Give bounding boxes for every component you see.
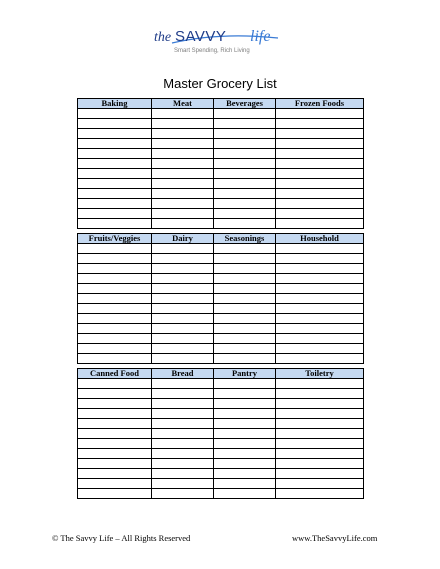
blank-entry-cell[interactable] bbox=[276, 199, 364, 209]
list-row bbox=[78, 284, 364, 294]
logo-tagline: Smart Spending, Rich Living bbox=[174, 48, 250, 54]
blank-entry-cell[interactable] bbox=[152, 399, 214, 409]
list-row bbox=[78, 219, 364, 229]
blank-entry-cell[interactable] bbox=[78, 139, 152, 149]
blank-entry-cell[interactable] bbox=[276, 109, 364, 119]
blank-entry-cell[interactable] bbox=[276, 344, 364, 354]
grocery-table-section-2 bbox=[77, 233, 364, 364]
blank-entry-cell[interactable] bbox=[276, 429, 364, 439]
blank-entry-cell[interactable] bbox=[78, 189, 152, 199]
blank-entry-cell[interactable] bbox=[152, 449, 214, 459]
blank-entry-cell[interactable] bbox=[276, 459, 364, 469]
blank-entry-cell[interactable] bbox=[152, 429, 214, 439]
category-header: Household bbox=[276, 234, 364, 244]
blank-entry-cell[interactable] bbox=[78, 389, 152, 399]
blank-entry-cell[interactable] bbox=[276, 189, 364, 199]
blank-entry-cell[interactable] bbox=[276, 284, 364, 294]
list-row bbox=[78, 409, 364, 419]
blank-entry-cell[interactable] bbox=[78, 479, 152, 489]
list-row bbox=[78, 489, 364, 499]
blank-entry-cell[interactable] bbox=[152, 149, 214, 159]
blank-entry-cell[interactable] bbox=[78, 219, 152, 229]
list-row bbox=[78, 399, 364, 409]
blank-entry-cell[interactable] bbox=[78, 399, 152, 409]
blank-entry-cell[interactable] bbox=[152, 274, 214, 284]
blank-entry-cell[interactable] bbox=[214, 324, 276, 334]
blank-entry-cell[interactable] bbox=[276, 139, 364, 149]
list-row bbox=[78, 209, 364, 219]
blank-entry-cell[interactable] bbox=[276, 169, 364, 179]
blank-entry-cell[interactable] bbox=[214, 149, 276, 159]
blank-entry-cell[interactable] bbox=[214, 344, 276, 354]
blank-entry-cell[interactable] bbox=[78, 129, 152, 139]
blank-entry-cell[interactable] bbox=[78, 109, 152, 119]
blank-entry-cell[interactable] bbox=[214, 119, 276, 129]
list-row bbox=[78, 254, 364, 264]
blank-entry-cell[interactable] bbox=[152, 119, 214, 129]
list-row bbox=[78, 304, 364, 314]
blank-entry-cell[interactable] bbox=[276, 354, 364, 364]
blank-entry-cell[interactable] bbox=[214, 399, 276, 409]
blank-entry-cell[interactable] bbox=[152, 159, 214, 169]
blank-entry-cell[interactable] bbox=[214, 479, 276, 489]
blank-entry-cell[interactable] bbox=[152, 354, 214, 364]
blank-entry-cell[interactable] bbox=[152, 409, 214, 419]
blank-entry-cell[interactable] bbox=[152, 209, 214, 219]
blank-entry-cell[interactable] bbox=[78, 179, 152, 189]
blank-entry-cell[interactable] bbox=[214, 449, 276, 459]
blank-entry-cell[interactable] bbox=[78, 419, 152, 429]
category-header: Fruits/Veggies bbox=[78, 234, 152, 244]
blank-entry-cell[interactable] bbox=[276, 334, 364, 344]
blank-entry-cell[interactable] bbox=[78, 449, 152, 459]
blank-entry-cell[interactable] bbox=[78, 469, 152, 479]
blank-entry-cell[interactable] bbox=[78, 294, 152, 304]
blank-entry-cell[interactable] bbox=[152, 139, 214, 149]
list-row bbox=[78, 294, 364, 304]
blank-entry-cell[interactable] bbox=[78, 489, 152, 499]
blank-entry-cell[interactable] bbox=[214, 294, 276, 304]
list-row bbox=[78, 199, 364, 209]
list-row bbox=[78, 479, 364, 489]
list-row bbox=[78, 179, 364, 189]
blank-entry-cell[interactable] bbox=[276, 419, 364, 429]
blank-entry-cell[interactable] bbox=[78, 459, 152, 469]
section-header-row bbox=[78, 234, 364, 244]
list-row bbox=[78, 129, 364, 139]
blank-entry-cell[interactable] bbox=[276, 304, 364, 314]
blank-entry-cell[interactable] bbox=[214, 209, 276, 219]
blank-entry-cell[interactable] bbox=[214, 409, 276, 419]
blank-entry-cell[interactable] bbox=[152, 129, 214, 139]
blank-entry-cell[interactable] bbox=[152, 264, 214, 274]
blank-entry-cell[interactable] bbox=[214, 389, 276, 399]
category-header: Canned Food bbox=[78, 369, 152, 379]
list-row bbox=[78, 264, 364, 274]
category-header: Baking bbox=[78, 99, 152, 109]
list-row bbox=[78, 354, 364, 364]
blank-entry-cell[interactable] bbox=[214, 159, 276, 169]
blank-entry-cell[interactable] bbox=[276, 219, 364, 229]
blank-entry-cell[interactable] bbox=[276, 209, 364, 219]
blank-entry-cell[interactable] bbox=[78, 314, 152, 324]
blank-entry-cell[interactable] bbox=[152, 419, 214, 429]
logo-main: SAVVY bbox=[175, 28, 227, 45]
blank-entry-cell[interactable] bbox=[152, 334, 214, 344]
list-row bbox=[78, 159, 364, 169]
blank-entry-cell[interactable] bbox=[214, 274, 276, 284]
blank-entry-cell[interactable] bbox=[214, 179, 276, 189]
blank-entry-cell[interactable] bbox=[152, 219, 214, 229]
list-row bbox=[78, 324, 364, 334]
blank-entry-cell[interactable] bbox=[78, 334, 152, 344]
category-header: Seasonings bbox=[214, 234, 276, 244]
list-row bbox=[78, 439, 364, 449]
blank-entry-cell[interactable] bbox=[276, 489, 364, 499]
blank-entry-cell[interactable] bbox=[78, 344, 152, 354]
list-row bbox=[78, 429, 364, 439]
blank-entry-cell[interactable] bbox=[214, 419, 276, 429]
blank-entry-cell[interactable] bbox=[78, 244, 152, 254]
blank-entry-cell[interactable] bbox=[152, 344, 214, 354]
blank-entry-cell[interactable] bbox=[78, 159, 152, 169]
blank-entry-cell[interactable] bbox=[78, 274, 152, 284]
blank-entry-cell[interactable] bbox=[78, 379, 152, 389]
blank-entry-cell[interactable] bbox=[214, 354, 276, 364]
blank-entry-cell[interactable] bbox=[152, 379, 214, 389]
blank-entry-cell[interactable] bbox=[276, 439, 364, 449]
blank-entry-cell[interactable] bbox=[214, 334, 276, 344]
logo bbox=[150, 20, 290, 60]
list-row bbox=[78, 449, 364, 459]
blank-entry-cell[interactable] bbox=[152, 244, 214, 254]
list-row bbox=[78, 149, 364, 159]
blank-entry-cell[interactable] bbox=[78, 209, 152, 219]
blank-entry-cell[interactable] bbox=[276, 274, 364, 284]
list-row bbox=[78, 274, 364, 284]
list-row bbox=[78, 459, 364, 469]
blank-entry-cell[interactable] bbox=[152, 254, 214, 264]
blank-entry-cell[interactable] bbox=[276, 409, 364, 419]
list-row bbox=[78, 119, 364, 129]
blank-entry-cell[interactable] bbox=[214, 284, 276, 294]
blank-entry-cell[interactable] bbox=[78, 169, 152, 179]
footer-copyright: © The Savvy Life – All Rights Reserved bbox=[52, 533, 191, 543]
list-row bbox=[78, 169, 364, 179]
blank-entry-cell[interactable] bbox=[214, 469, 276, 479]
blank-entry-cell[interactable] bbox=[214, 439, 276, 449]
blank-entry-cell[interactable] bbox=[276, 179, 364, 189]
blank-entry-cell[interactable] bbox=[214, 254, 276, 264]
section-header-row bbox=[78, 99, 364, 109]
grocery-table-section-1 bbox=[77, 98, 364, 229]
blank-entry-cell[interactable] bbox=[152, 109, 214, 119]
blank-entry-cell[interactable] bbox=[78, 254, 152, 264]
category-header: Toiletry bbox=[276, 369, 364, 379]
section-header-row bbox=[78, 369, 364, 379]
list-row bbox=[78, 469, 364, 479]
list-row bbox=[78, 334, 364, 344]
blank-entry-cell[interactable] bbox=[152, 179, 214, 189]
blank-entry-cell[interactable] bbox=[276, 159, 364, 169]
blank-entry-cell[interactable] bbox=[78, 284, 152, 294]
blank-entry-cell[interactable] bbox=[276, 294, 364, 304]
logo-prefix: the bbox=[154, 30, 172, 45]
category-header: Pantry bbox=[214, 369, 276, 379]
footer-website: www.TheSavvyLife.com bbox=[292, 533, 378, 543]
blank-entry-cell[interactable] bbox=[78, 354, 152, 364]
blank-entry-cell[interactable] bbox=[152, 189, 214, 199]
blank-entry-cell[interactable] bbox=[78, 439, 152, 449]
list-row bbox=[78, 344, 364, 354]
blank-entry-cell[interactable] bbox=[214, 379, 276, 389]
blank-entry-cell[interactable] bbox=[276, 119, 364, 129]
blank-entry-cell[interactable] bbox=[152, 284, 214, 294]
blank-entry-cell[interactable] bbox=[214, 129, 276, 139]
blank-entry-cell[interactable] bbox=[276, 324, 364, 334]
blank-entry-cell[interactable] bbox=[276, 379, 364, 389]
blank-entry-cell[interactable] bbox=[152, 199, 214, 209]
blank-entry-cell[interactable] bbox=[276, 399, 364, 409]
blank-entry-cell[interactable] bbox=[152, 389, 214, 399]
savvy-life-logo bbox=[150, 20, 290, 60]
blank-entry-cell[interactable] bbox=[214, 219, 276, 229]
blank-entry-cell[interactable] bbox=[152, 479, 214, 489]
blank-entry-cell[interactable] bbox=[214, 264, 276, 274]
blank-entry-cell[interactable] bbox=[214, 109, 276, 119]
blank-entry-cell[interactable] bbox=[78, 304, 152, 314]
blank-entry-cell[interactable] bbox=[78, 264, 152, 274]
list-row bbox=[78, 139, 364, 149]
blank-entry-cell[interactable] bbox=[78, 119, 152, 129]
list-row bbox=[78, 419, 364, 429]
blank-entry-cell[interactable] bbox=[214, 244, 276, 254]
list-row bbox=[78, 379, 364, 389]
blank-entry-cell[interactable] bbox=[214, 429, 276, 439]
blank-entry-cell[interactable] bbox=[152, 469, 214, 479]
blank-entry-cell[interactable] bbox=[276, 149, 364, 159]
list-row bbox=[78, 244, 364, 254]
list-row bbox=[78, 189, 364, 199]
blank-entry-cell[interactable] bbox=[276, 129, 364, 139]
list-row bbox=[78, 314, 364, 324]
blank-entry-cell[interactable] bbox=[214, 314, 276, 324]
grocery-table-section-3 bbox=[77, 368, 364, 499]
blank-entry-cell[interactable] bbox=[214, 169, 276, 179]
blank-entry-cell[interactable] bbox=[276, 264, 364, 274]
blank-entry-cell[interactable] bbox=[276, 479, 364, 489]
list-row bbox=[78, 389, 364, 399]
blank-entry-cell[interactable] bbox=[152, 439, 214, 449]
blank-entry-cell[interactable] bbox=[276, 314, 364, 324]
list-row bbox=[78, 109, 364, 119]
blank-entry-cell[interactable] bbox=[214, 199, 276, 209]
blank-entry-cell[interactable] bbox=[276, 389, 364, 399]
category-header: Dairy bbox=[152, 234, 214, 244]
blank-entry-cell[interactable] bbox=[152, 294, 214, 304]
blank-entry-cell[interactable] bbox=[276, 449, 364, 459]
blank-entry-cell[interactable] bbox=[152, 314, 214, 324]
blank-entry-cell[interactable] bbox=[214, 304, 276, 314]
blank-entry-cell[interactable] bbox=[152, 304, 214, 314]
blank-entry-cell[interactable] bbox=[214, 489, 276, 499]
blank-entry-cell[interactable] bbox=[78, 324, 152, 334]
category-header: Bread bbox=[152, 369, 214, 379]
blank-entry-cell[interactable] bbox=[152, 489, 214, 499]
blank-entry-cell[interactable] bbox=[276, 254, 364, 264]
blank-entry-cell[interactable] bbox=[152, 459, 214, 469]
blank-entry-cell[interactable] bbox=[276, 244, 364, 254]
blank-entry-cell[interactable] bbox=[214, 189, 276, 199]
blank-entry-cell[interactable] bbox=[214, 139, 276, 149]
blank-entry-cell[interactable] bbox=[78, 149, 152, 159]
page-title: Master Grocery List bbox=[163, 76, 277, 91]
category-header: Frozen Foods bbox=[276, 99, 364, 109]
blank-entry-cell[interactable] bbox=[78, 409, 152, 419]
blank-entry-cell[interactable] bbox=[152, 324, 214, 334]
blank-entry-cell[interactable] bbox=[214, 459, 276, 469]
blank-entry-cell[interactable] bbox=[152, 169, 214, 179]
blank-entry-cell[interactable] bbox=[78, 429, 152, 439]
category-header: Meat bbox=[152, 99, 214, 109]
blank-entry-cell[interactable] bbox=[78, 199, 152, 209]
logo-suffix: life bbox=[250, 28, 271, 45]
blank-entry-cell[interactable] bbox=[276, 469, 364, 479]
category-header: Beverages bbox=[214, 99, 276, 109]
